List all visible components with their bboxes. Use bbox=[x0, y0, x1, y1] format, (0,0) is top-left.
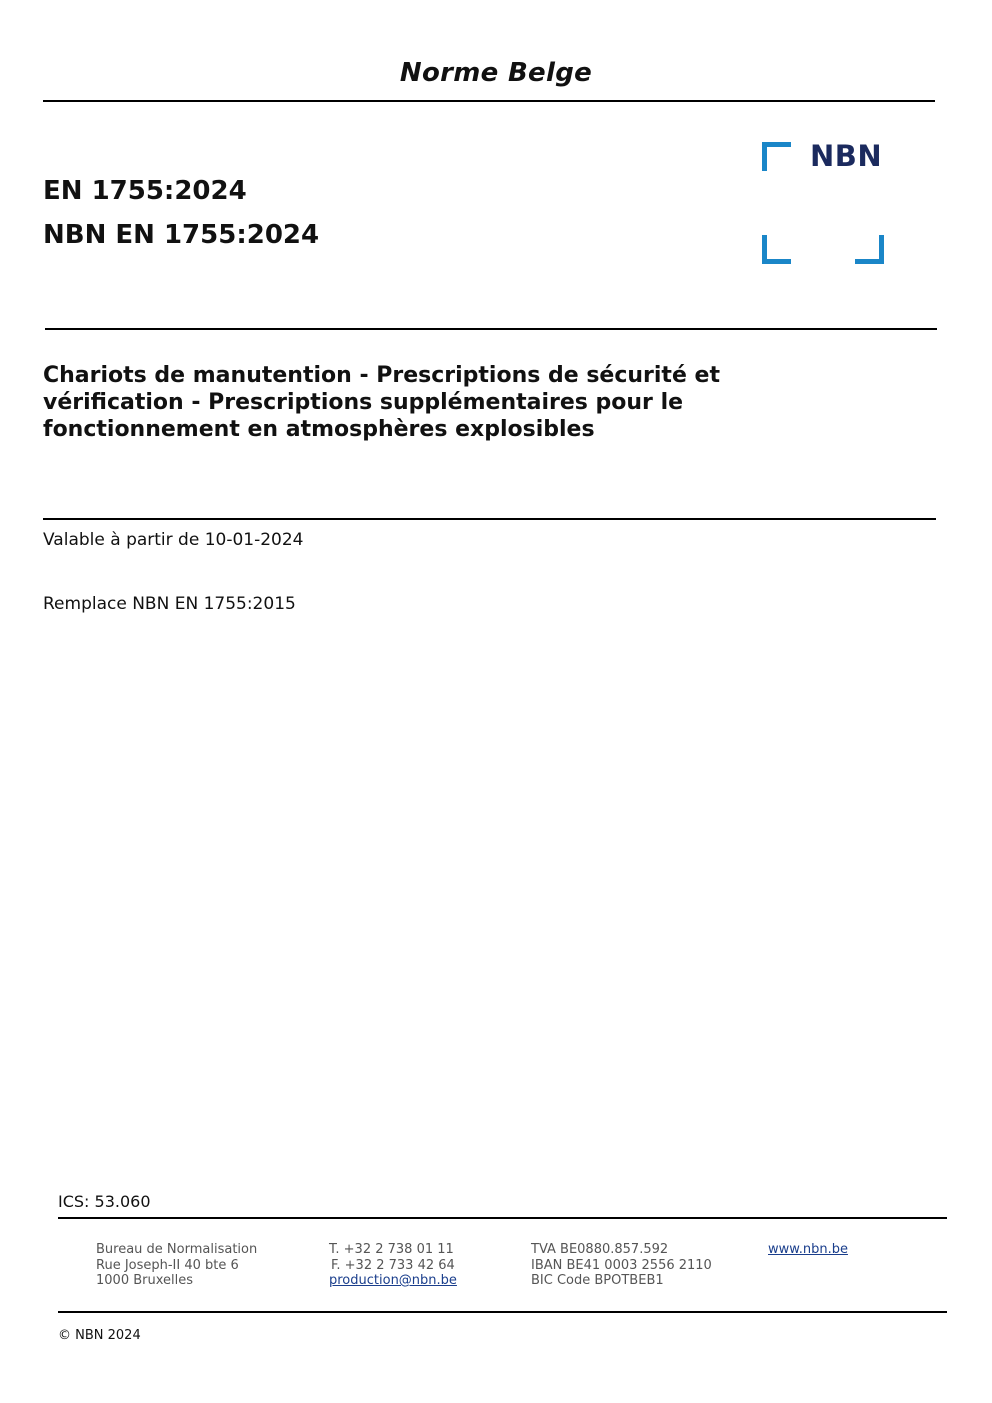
copyright-notice: © NBN 2024 bbox=[58, 1328, 141, 1343]
title-bottom-divider bbox=[43, 518, 936, 520]
header-divider bbox=[43, 100, 935, 102]
nbn-standard-code: NBN EN 1755:2024 bbox=[43, 220, 320, 250]
footer-banking bbox=[531, 1242, 712, 1289]
logo-text: NBN bbox=[810, 139, 883, 173]
vat-number: TVA BE0880.857.592 bbox=[531, 1242, 669, 1257]
replaces-standard: Remplace NBN EN 1755:2015 bbox=[43, 594, 296, 614]
iban-number: IBAN BE41 0003 2556 2110 bbox=[531, 1257, 712, 1273]
email-link[interactable]: production@nbn.be bbox=[329, 1273, 457, 1288]
footer-website bbox=[768, 1242, 848, 1258]
nbn-logo bbox=[762, 139, 884, 264]
address-line: Bureau de Normalisation bbox=[96, 1242, 258, 1257]
page-header-title: Norme Belge bbox=[399, 58, 593, 88]
ics-code: ICS: 53.060 bbox=[58, 1192, 151, 1211]
valid-from-date: Valable à partir de 10-01-2024 bbox=[43, 530, 304, 550]
footer-address bbox=[96, 1242, 257, 1289]
en-standard-code: EN 1755:2024 bbox=[43, 176, 247, 206]
footer-top-divider bbox=[58, 1217, 947, 1219]
footer-contact bbox=[329, 1242, 457, 1289]
address-line: 1000 Bruxelles bbox=[96, 1273, 194, 1288]
logo-corner-top-left bbox=[762, 142, 791, 171]
address-line: Rue Joseph-II 40 bte 6 bbox=[96, 1257, 239, 1273]
phone-number: T. +32 2 738 01 11 bbox=[329, 1242, 454, 1257]
bic-code: BIC Code BPOTBEB1 bbox=[531, 1273, 664, 1288]
logo-corner-bottom-left bbox=[762, 235, 791, 264]
document-title-line: fonctionnement en atmosphères explosibles bbox=[43, 417, 595, 442]
document-title-line: Chariots de manutention - Prescriptions de sécurité et bbox=[43, 363, 720, 388]
website-link[interactable]: www.nbn.be bbox=[768, 1242, 848, 1257]
logo-corner-bottom-right bbox=[855, 235, 884, 264]
title-top-divider bbox=[45, 328, 937, 330]
fax-number: F. +32 2 733 42 64 bbox=[331, 1257, 455, 1273]
document-title-line: vérification - Prescriptions supplémentaires pour le bbox=[43, 390, 684, 415]
footer-bottom-divider bbox=[58, 1311, 947, 1313]
document-title bbox=[43, 362, 803, 443]
